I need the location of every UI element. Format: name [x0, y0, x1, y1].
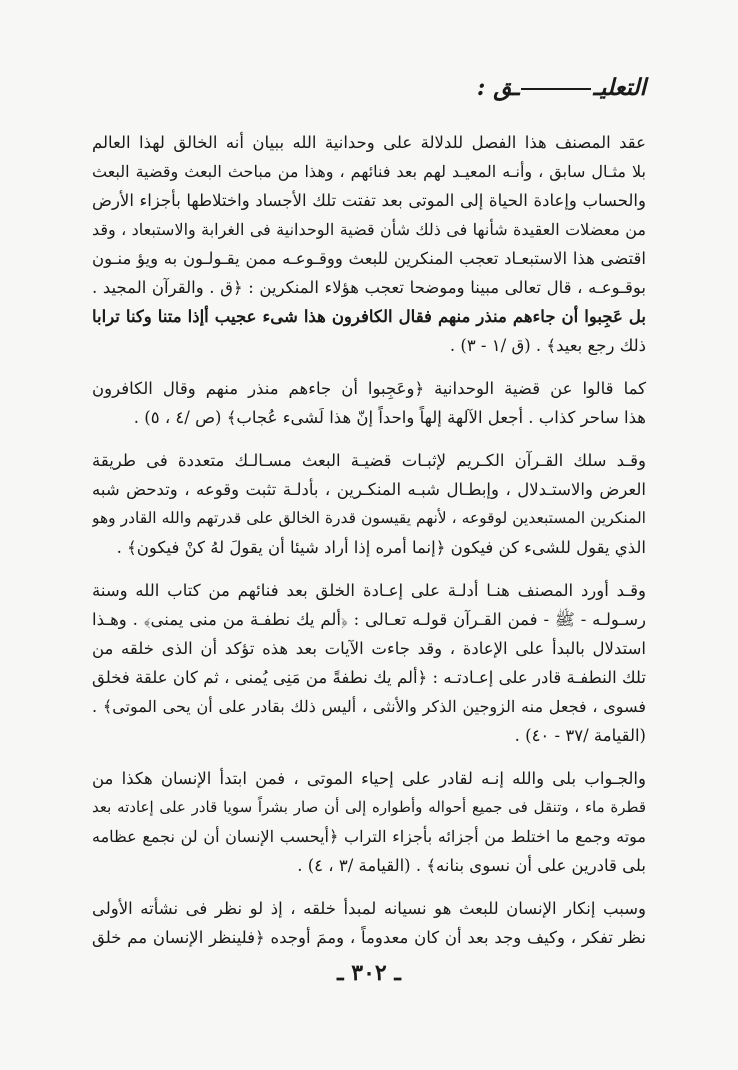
- page-number: ـ ٣٠٢ ـ: [337, 960, 401, 986]
- text-line: والجـواب بلى والله إنـه لقادر على إحياء الموتى ، فمن ابتدأ الإنسان هكذا من: [92, 769, 646, 788]
- text-line: اقتضى هذا الاستبعـاد تعجب المنكرين للبعث ووقـوعـه ممن يقـولـون به ويؤ منـون: [92, 249, 646, 268]
- text-line: بلا مثـال سابق ، وأنـه المعيـد لهم بعد فنائهم ، وهذا من مباحث البعث وقضية البعث: [92, 162, 646, 181]
- text-line: بوقـوعـه ، قال تعالى مبينا وموضحا تعجب هؤلاء المنكرين : ﴿ق . والقرآن المجيد .: [92, 278, 646, 297]
- text-line: كما قالوا عن قضية الوحدانية ﴿وعَجِبوا أن جاءهم منذر منهم وقال الكافرون: [92, 379, 646, 398]
- paragraph-gap: [92, 880, 646, 894]
- text-line: وقـد أورد المصنف هنـا أدلـة على إعـادة الخلق بعد فنائهم من كتاب الله وسنة: [92, 581, 646, 600]
- text-line: الذي يقول للشىء كن فيكون ﴿إنما أمره إذا أراد شيئا أن يقولَ لهُ كنْ فيكون﴾ .: [116, 538, 646, 557]
- text-line: فسوى ، فجعل منه الزوجين الذكر والأنثى ، أليس ذلك بقادر على أن يحى الموتى﴾ .: [92, 697, 646, 716]
- paragraph-gap: [92, 750, 646, 764]
- text-line: هذا ساحر كذاب . أجعل الآلهة إلهاً واحداً إنّ هذا لَشىء عُجاب﴾ (ص /٤ ، ٥) .: [133, 408, 646, 427]
- paragraph-gap: [92, 432, 646, 446]
- text-line: استدلال بالبدأ على الإعادة ، وقد جاءت الآيات بعد هذه تؤكد أن الذى خلقه من: [92, 639, 646, 658]
- text-line: تلك النطفـة قادر على إعـادتـه : ﴿ألم يك نطفةً من مَنِى يُمنى ، ثم كان علقة فخلق: [92, 668, 646, 687]
- text-line: بل عَجِبوا أن جاءهم منذر منهم فقال الكافرون هذا شىء عجيب أإذا متنا وكنا ترابا: [92, 307, 646, 326]
- paragraph: [92, 576, 646, 750]
- heading-text-end: ـق :: [476, 74, 520, 101]
- paragraph: [92, 128, 646, 360]
- text-line: وقـد سلك القـرآن الكـريم لإثبـات قضيـة البعث مسـالـك متعددة فى طريقة: [92, 451, 646, 470]
- text-line: رسـولـه - ﷺ - فمن القـرآن قولـه تعـالى : ﴿ألم يك نطفـة من منى يمنى﴾ . وهـذا: [92, 610, 646, 629]
- paragraph: [92, 894, 646, 952]
- commentary-body: [92, 128, 646, 952]
- paragraph: [92, 764, 646, 880]
- text-line: موته وجمع ما اختلط من أجزائه بأجزاء التراب ﴿أيحسب الإنسان أن لن نجمع عظامه: [92, 827, 646, 846]
- paragraph: [92, 446, 646, 562]
- text-line: وسبب إنكار الإنسان للبعث هو نسيانه لمبدأ خلقه ، إذ لو نظر فى نشأته الأولى: [92, 899, 646, 918]
- text-line: قطرة ماء ، وتنقل فى جميع أحواله وأطواره إلى أن صار بشراً سويا قادر على إعادته بعد: [92, 798, 646, 816]
- text-line: نظر تفكر ، وكيف وجد بعد أن كان معدوماً ، وممَ أوجده ﴿فلينظر الإنسان مم خلق: [92, 928, 646, 947]
- heading-kashida-rule: [521, 88, 591, 90]
- paragraph-gap: [92, 360, 646, 374]
- text-line: العرض والاستـدلال ، وإبطـال شبـه المنكـرين ، بأدلـة تثبت وقوعه ، وتدحض شبه: [92, 480, 646, 499]
- text-line: ذلك رجع بعيد﴾ . (ق /١ - ٣) .: [449, 336, 646, 355]
- text-line: (القيامة /٣٧ - ٤٠) .: [514, 726, 646, 745]
- text-line: عقد المصنف هذا الفصل للدلالة على وحدانية الله ببيان أنه الخالق لهذا العالم: [92, 133, 646, 152]
- text-line: المنكرين المستبعدين لوقوعه ، لأنهم يقيسون قدرة الخالق على قدرتهم والله القادر وهو: [92, 509, 646, 527]
- text-line: والحساب وإعادة الحياة إلى الموتى بعد تفتت تلك الأجساد واختلاطها بأجزاء الأرض: [92, 191, 646, 210]
- text-line: من معضلات العقيدة شأنها فى ذلك شأن قضية الوحدانية فى الغرابة والاستبعاد ، وقد: [92, 220, 646, 239]
- text-line: بلى قادرين على أن نسوى بنانه﴾ . (القيامة /٣ ، ٤) .: [297, 856, 646, 875]
- paragraph-gap: [92, 562, 646, 576]
- section-heading: [92, 74, 646, 110]
- heading-text-start: التعليـ: [593, 74, 646, 101]
- paragraph: [92, 374, 646, 432]
